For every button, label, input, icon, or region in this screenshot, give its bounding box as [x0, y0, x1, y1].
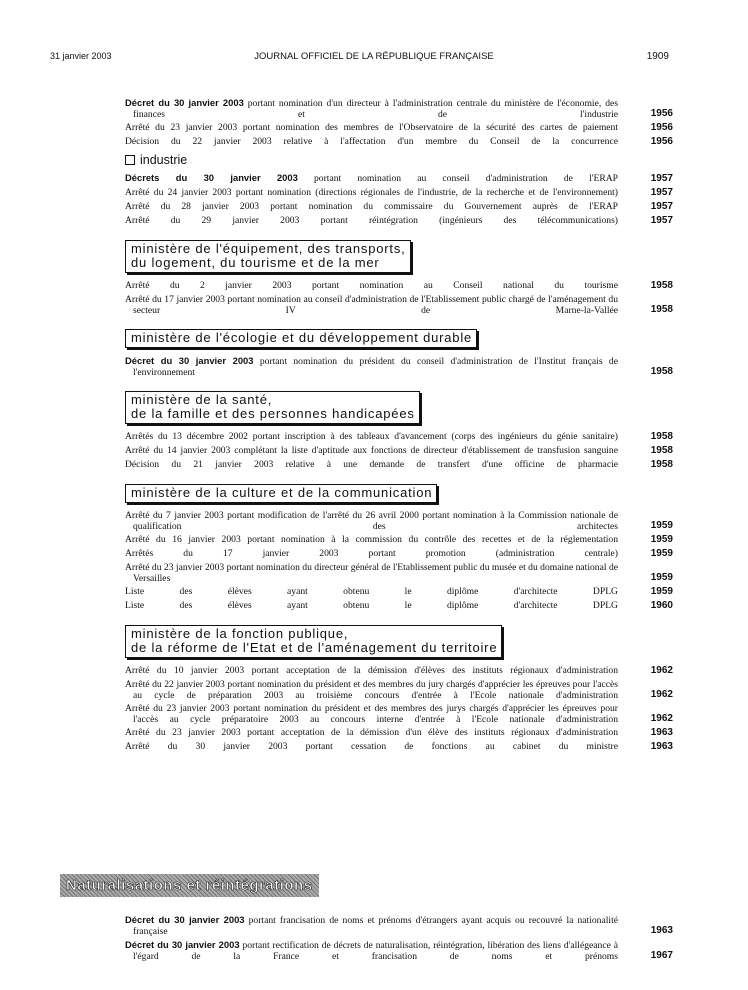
section-culture-title: ministère de la culture et de la communication [125, 484, 437, 503]
toc-entry [125, 587, 673, 598]
header-page-number: 1909 [646, 51, 669, 62]
toc-entry [125, 356, 673, 378]
entry-text: Arrêté du 29 janvier 2003 portant réintégration (ingénieurs des télécommunications) ..... [125, 216, 618, 227]
entry-page-number: 1959 [650, 520, 673, 532]
group-ecologie [125, 356, 673, 378]
entry-text: Arrêté du 23 janvier 2003 portant nomination du directeur général de l'Etablissement public du musée et du domaine national de Versailles ..... [125, 563, 618, 584]
entry-text: Arrêté du 22 janvier 2003 portant nomination du président et des membres du jury chargés d'apprécier les épreuves pour l'accès au cycle de préparation 2003 au troisième concours d'entrée à l'Ecole nationale d'administration ..... [125, 680, 618, 701]
group-sante [125, 432, 673, 471]
group-economie [125, 98, 673, 148]
group-fonction [125, 666, 673, 753]
section-naturalisation-title: Naturalisations et réintégrations [60, 874, 319, 897]
entry-text: portant nomination d'un directeur à l'administration centrale du ministère de l'économie, des finances et de l'industrie ..... [133, 98, 618, 120]
entry-text: Arrêté du 24 janvier 2003 portant nomination (directions régionales de l'industrie, de la recherche et de l'environnement) ..... [125, 188, 618, 199]
entry-text: Arrêté du 30 janvier 2003 portant cessation de fonctions au cabinet du ministre ..... [125, 742, 618, 753]
entry-page-number: 1958 [650, 431, 673, 443]
entry-text: portant nomination du président du conseil d'administration de l'Institut français de l'environnement ..... [133, 356, 618, 378]
toc-entry [125, 202, 673, 213]
entry-text: portant nomination au conseil d'administration de l'ERAP ..... [133, 173, 618, 185]
entry-text: Arrêté du 23 janvier 2003 portant acceptation de la démission d'un élève des instituts régionaux d'administration ..... [125, 728, 618, 739]
entry-text: Arrêtés du 17 janvier 2003 portant promotion (administration centrale) ..... [125, 549, 618, 560]
entry-text: Décision du 22 janvier 2003 relative à l'affectation d'un membre du Conseil de la concurrence ..... [125, 137, 618, 148]
entry-page-number: 1957 [650, 201, 673, 213]
entry-text: Arrêté du 23 janvier 2003 portant nomination du président et des membres des jurys chargés d'apprécier les épreuves pour l'accès au cycle préparatoire 2003 au concours interne d'entrée à l'Ecole nationale d'administration ..... [125, 704, 618, 725]
group-naturalisation [125, 915, 673, 965]
entry-page-number: 1959 [650, 548, 673, 560]
checkbox-square-icon [125, 155, 135, 165]
section-industrie-title: industrie [125, 153, 673, 167]
entry-text: Liste des élèves ayant obtenu le diplôme d'architecte DPLG ..... [125, 587, 618, 598]
toc-entry [125, 549, 673, 560]
entry-page-number: 1956 [650, 108, 673, 120]
group-culture [125, 511, 673, 612]
entry-text: Arrêté du 23 janvier 2003 portant nomination des membres de l'Observatoire de la sécurité des cartes de paiement ..... [125, 123, 618, 134]
toc-entry [125, 137, 673, 148]
entry-page-number: 1956 [650, 122, 673, 134]
entry-page-number: 1959 [650, 534, 673, 546]
toc-entry [125, 563, 673, 584]
toc-entry [125, 123, 673, 134]
entry-page-number: 1959 [650, 572, 673, 584]
toc-entry [125, 728, 673, 739]
entry-text: Décision du 21 janvier 2003 relative à une demande de transfert d'une officine de pharmacie ..... [125, 460, 618, 471]
entry-page-number: 1957 [650, 173, 673, 185]
table-of-contents [125, 98, 673, 756]
toc-entry [125, 216, 673, 227]
section-sante-title: ministère de la santé, de la famille et des personnes handicapées [125, 391, 420, 424]
entry-page-number: 1962 [650, 689, 673, 701]
entry-page-number: 1958 [650, 459, 673, 471]
entry-text: Arrêté du 14 janvier 2003 complétant la liste d'aptitude aux fonctions de directeur d'établissement de transfusion sanguine ..... [125, 446, 618, 457]
toc-entry [125, 188, 673, 199]
toc-entry [125, 601, 673, 612]
entry-page-number: 1963 [650, 727, 673, 739]
entry-page-number: 1967 [650, 950, 673, 962]
entry-page-number: 1958 [650, 366, 673, 378]
header-date: 31 janvier 2003 [50, 51, 112, 61]
toc-entry [125, 295, 673, 316]
toc-entry [125, 940, 673, 962]
entry-text: Arrêté du 17 janvier 2003 portant nomination au conseil d'administration de l'Etablissement public chargé de l'aménagement du secteur IV de Marne-la-Vallée ..... [125, 295, 618, 316]
entry-page-number: 1962 [650, 665, 673, 677]
entry-bold-title: Décret du 30 janvier 2003 [125, 915, 245, 925]
entry-page-number: 1958 [650, 280, 673, 292]
toc-entry [125, 460, 673, 471]
toc-entry [125, 173, 673, 185]
entry-page-number: 1958 [650, 304, 673, 316]
entry-bold-title: Décrets du 30 janvier 2003 [125, 173, 298, 183]
entry-page-number: 1958 [650, 445, 673, 457]
entry-text: portant francisation de noms et prénoms d'étrangers ayant acquis ou recouvré la nationalité française ..... [133, 915, 618, 937]
page-header [0, 0, 748, 70]
entry-text: Arrêté du 16 janvier 2003 portant nomination à la commission du contrôle des recettes et de la réglementation ..... [125, 535, 618, 546]
toc-entry [125, 915, 673, 937]
entry-page-number: 1960 [650, 600, 673, 612]
toc-entry [125, 281, 673, 292]
toc-entry [125, 511, 673, 532]
entry-page-number: 1956 [650, 136, 673, 148]
entry-page-number: 1957 [650, 215, 673, 227]
entry-page-number: 1963 [650, 925, 673, 937]
section-ecologie-title: ministère de l'écologie et du développement durable [125, 329, 477, 348]
entry-text: Arrêtés du 13 décembre 2002 portant inscription à des tableaux d'avancement (corps des ingénieurs du génie sanitaire) ..... [125, 432, 618, 443]
entry-text: Arrêté du 7 janvier 2003 portant modification de l'arrêté du 26 avril 2000 portant nomination à la Commission nationale de qualification des architectes ..... [125, 511, 618, 532]
entry-text: Liste des élèves ayant obtenu le diplôme d'architecte DPLG ..... [125, 601, 618, 612]
entry-text: Arrêté du 10 janvier 2003 portant acceptation de la démission d'élèves des instituts régionaux d'administration ..... [125, 666, 618, 677]
toc-entry [125, 535, 673, 546]
header-journal-title: JOURNAL OFFICIEL DE LA RÉPUBLIQUE FRANÇAISE [254, 51, 494, 62]
toc-entry [125, 742, 673, 753]
entry-bold-title: Décret du 30 janvier 2003 [125, 940, 240, 950]
toc-entry [125, 98, 673, 120]
section-fonction-title: ministère de la fonction publique, de la réforme de l'Etat et de l'aménagement du territoire [125, 625, 502, 658]
toc-entry [125, 680, 673, 701]
entry-bold-title: Décret du 30 janvier 2003 [125, 98, 244, 108]
entry-page-number: 1963 [650, 741, 673, 753]
entry-text: Arrêté du 2 janvier 2003 portant nomination au Conseil national du tourisme ..... [125, 281, 618, 292]
group-equipement [125, 281, 673, 316]
toc-entry [125, 432, 673, 443]
entry-text: Arrêté du 28 janvier 2003 portant nomination du commissaire du Gouvernement auprès de l'ERAP ..... [125, 202, 618, 213]
group-industrie [125, 173, 673, 227]
entry-page-number: 1962 [650, 713, 673, 725]
toc-entry [125, 666, 673, 677]
entry-page-number: 1959 [650, 586, 673, 598]
toc-entry [125, 704, 673, 725]
entry-text: portant rectification de décrets de naturalisation, réintégration, libération des liens d'allégeance à l'égard de la France et francisation de noms et prénoms ..... [133, 940, 618, 962]
entry-page-number: 1957 [650, 187, 673, 199]
section-equipement-title: ministère de l'équipement, des transports, du logement, du tourisme et de la mer [125, 240, 411, 273]
toc-entry [125, 446, 673, 457]
entry-bold-title: Décret du 30 janvier 2003 [125, 356, 254, 366]
